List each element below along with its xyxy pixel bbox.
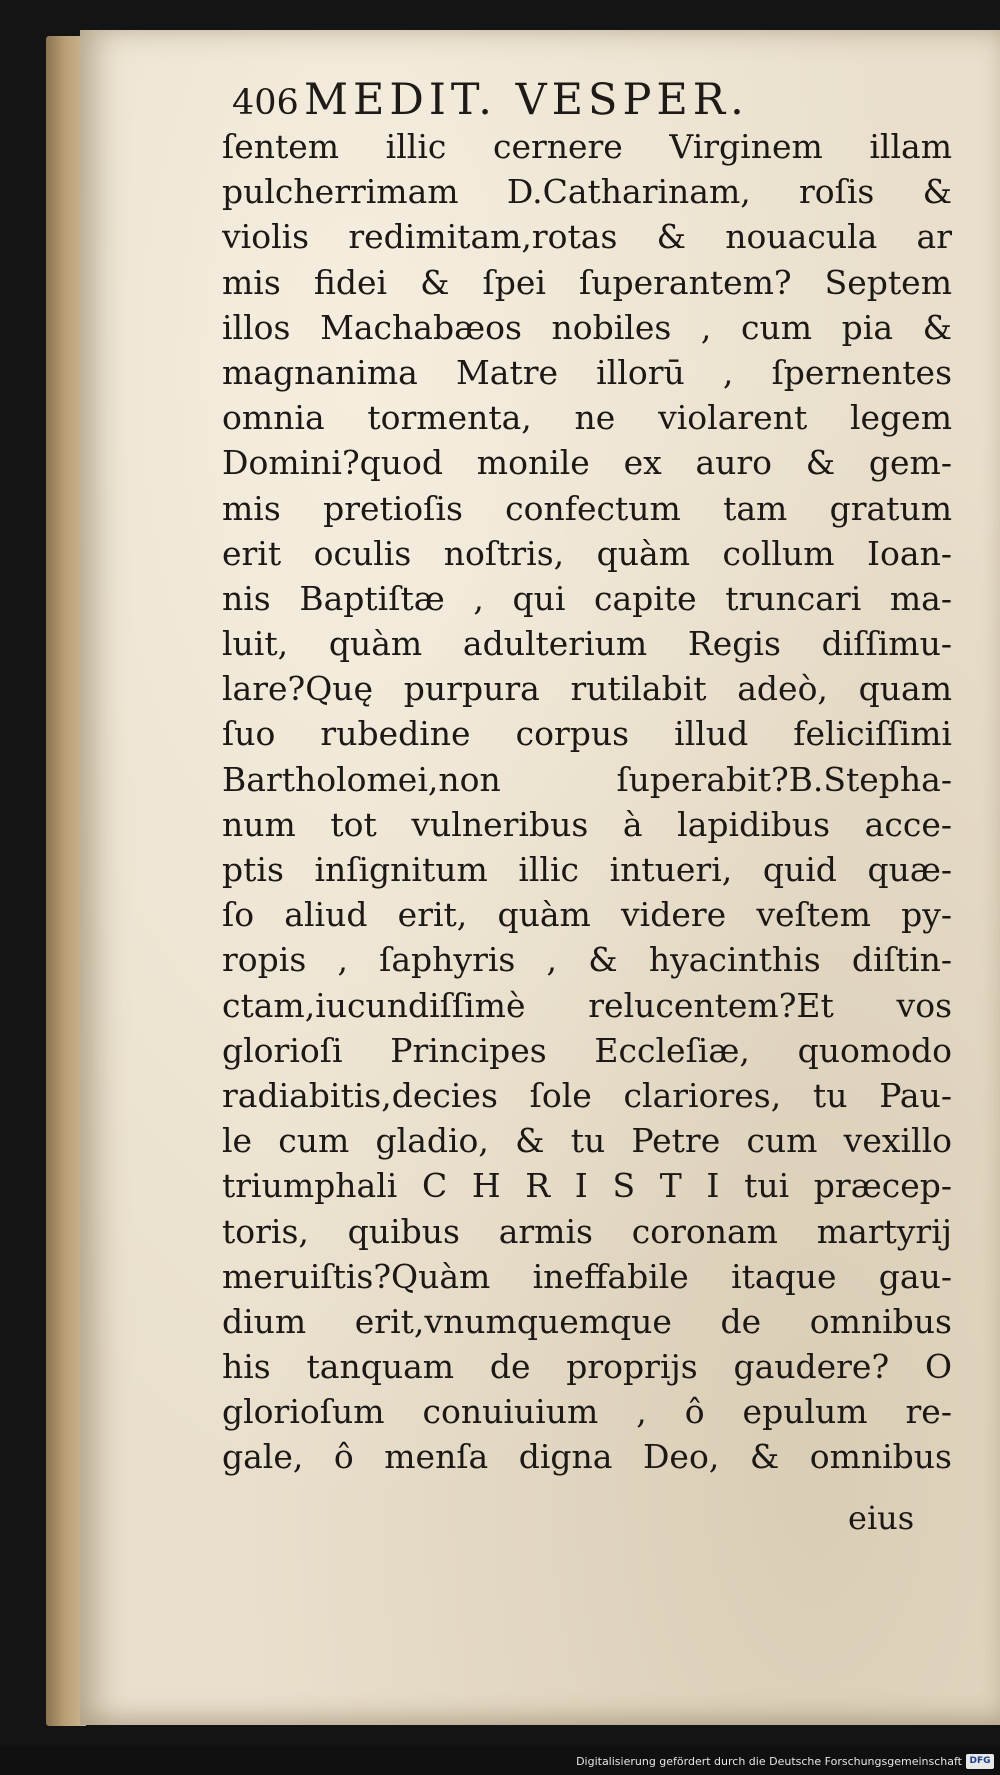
text-line: ſentem illic cernere Virginem illam bbox=[222, 127, 952, 166]
text-line: le cum gladio, & tu Petre cum vexillo bbox=[222, 1121, 952, 1161]
digitization-credit: Digitalisierung gefördert durch die Deutsche Forschungsgemeinschaft bbox=[576, 1755, 962, 1768]
text-line: ctam,iucundiſſimè relucentem?Et vos bbox=[222, 985, 952, 1025]
text-line: omnia tormenta, ne violarent legem bbox=[222, 398, 952, 438]
text-line: ſo aliud erit, quàm videre veſtem py- bbox=[222, 895, 952, 935]
text-line: lare?Quę purpura rutilabit adeò, quam bbox=[222, 669, 952, 709]
catchword: eius bbox=[848, 1499, 915, 1537]
text-line: luit, quàm adulterium Regis diſſimu- bbox=[222, 624, 952, 664]
page-number: 406 bbox=[232, 83, 299, 123]
text-line: Bartholomei,non ſuperabit?B.Stepha- bbox=[222, 759, 952, 799]
dfg-logo: DFG bbox=[966, 1754, 994, 1769]
text-line: nis Baptiſtæ , qui capite truncari ma- bbox=[222, 578, 952, 618]
text-line: erit oculis noſtris, quàm collum Ioan- bbox=[222, 533, 952, 573]
text-line: triumphali C H R I S T I tui præcep- bbox=[222, 1166, 952, 1206]
text-line: gale, ô menſa digna Deo, & omnibus bbox=[222, 1437, 952, 1477]
text-line: glorioſi Principes Eccleſiæ, quomodo bbox=[222, 1030, 952, 1070]
text-line: mis pretioſis confectum tam gratum bbox=[222, 488, 952, 528]
text-line: toris, quibus armis coronam martyrij bbox=[222, 1211, 952, 1251]
text-line: mis fidei & ſpei ſuperantem? Septem bbox=[222, 262, 952, 302]
text-line: dium erit,vnumquemque de omnibus bbox=[222, 1301, 952, 1341]
text-line: violis redimitam,rotas & nouacula ar bbox=[222, 217, 952, 257]
text-line: radiabitis,decies ſole clariores, tu Pau- bbox=[222, 1075, 952, 1115]
text-line: magnanima Matre illorū , ſpernentes bbox=[222, 352, 952, 392]
text-block bbox=[222, 124, 952, 1480]
text-line: glorioſum conuiuium , ô epulum re- bbox=[222, 1392, 952, 1432]
running-head: MEDIT. VESPER. bbox=[304, 75, 749, 125]
text-line: ſuo rubedine corpus illud feliciſſimi bbox=[222, 714, 952, 754]
text-line: ptis inſignitum illic intueri, quid quæ- bbox=[222, 850, 952, 889]
text-line: illos Machabæos nobiles , cum pia & bbox=[222, 307, 952, 347]
text-line: num tot vulneribus à lapidibus acce- bbox=[222, 804, 952, 844]
text-line: Domini?quod monile ex auro & gem- bbox=[222, 443, 952, 483]
text-line: meruiſtis?Quàm ineffabile itaque gau- bbox=[222, 1256, 952, 1296]
text-line: ropis , ſaphyris , & hyacinthis diſtin- bbox=[222, 940, 952, 980]
text-line: his tanquam de proprijs gaudere? O bbox=[222, 1347, 952, 1387]
text-line: pulcherrimam D.Catharinam, roſis & bbox=[222, 172, 952, 212]
